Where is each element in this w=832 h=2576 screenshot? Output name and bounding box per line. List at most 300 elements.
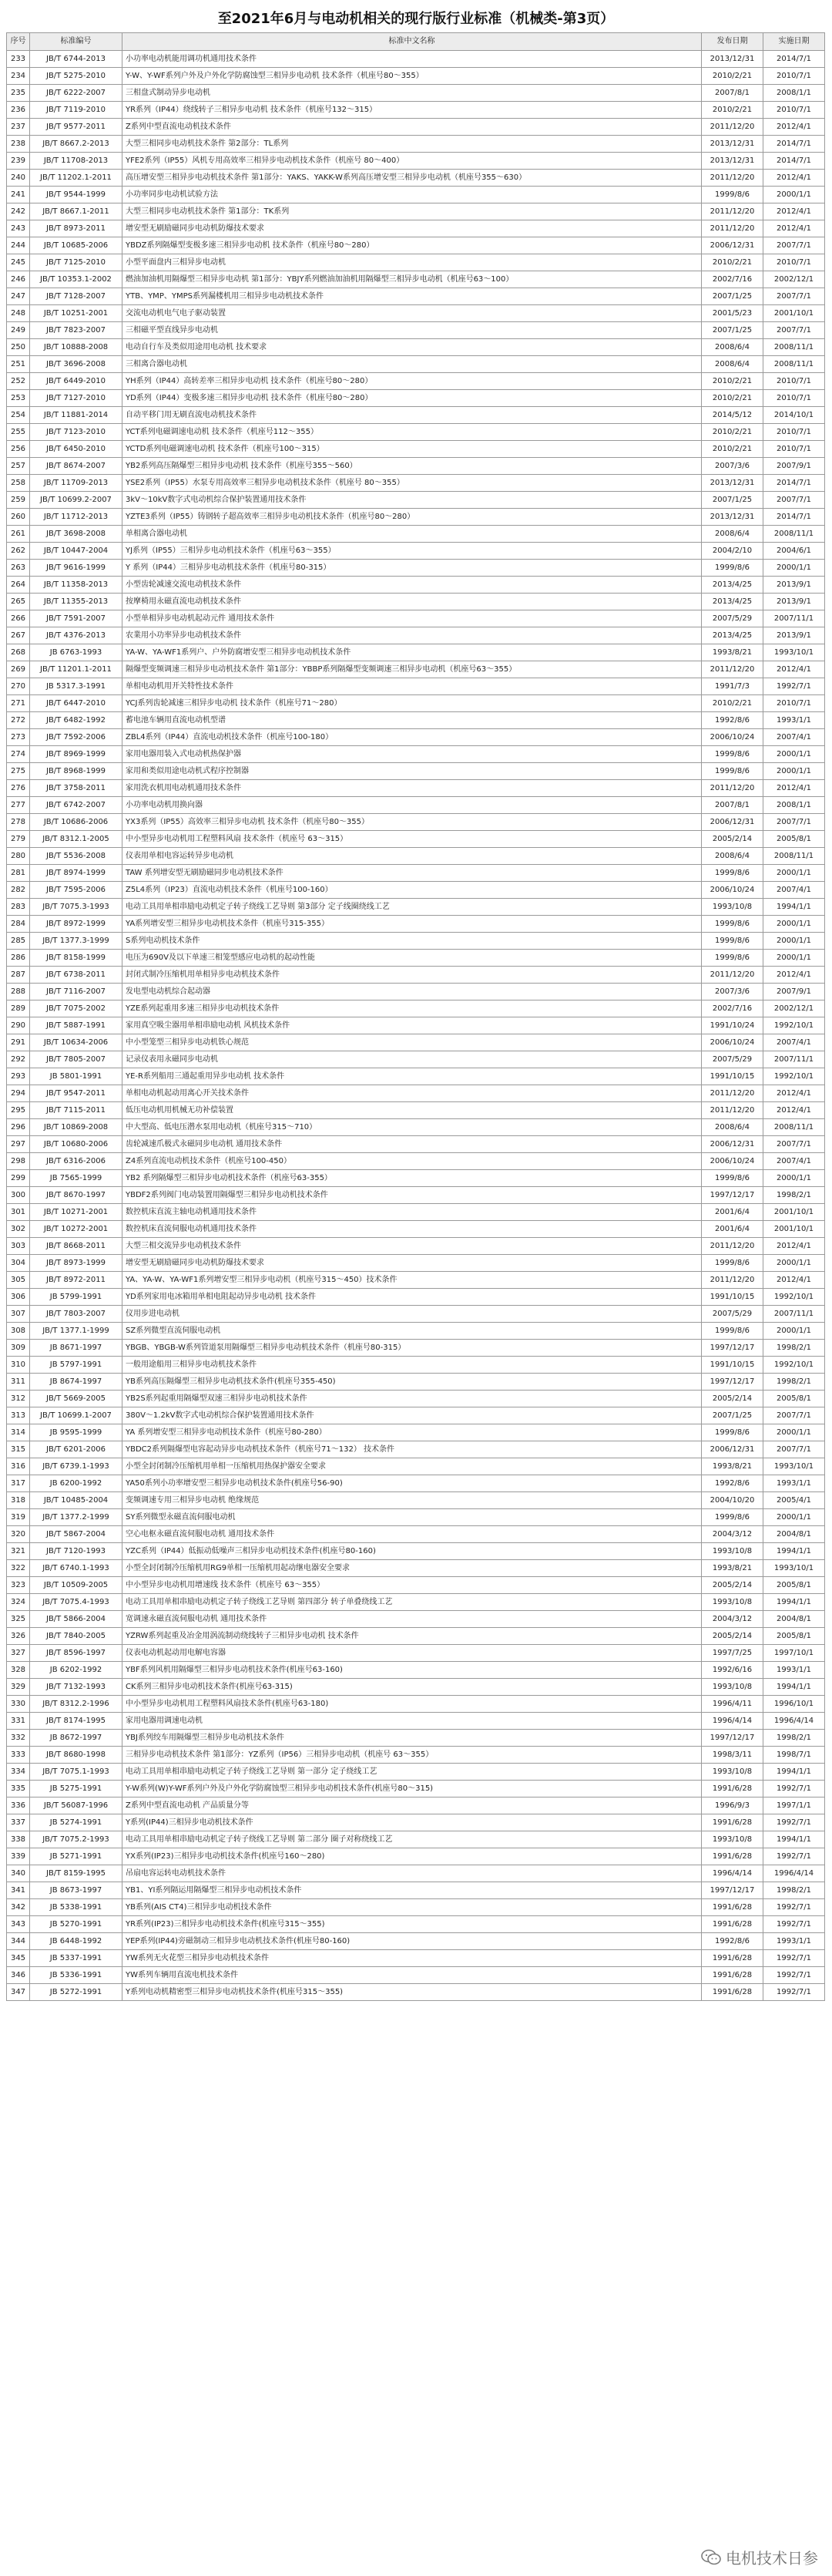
cell-standard-code: JB 5271-1991 (30, 1848, 122, 1865)
cell-effective-date: 1993/10/1 (763, 644, 825, 661)
cell-index: 259 (7, 492, 30, 509)
cell-index: 255 (7, 424, 30, 441)
cell-standard-name: YFE2系列（IP55）风机专用高效率三相异步电动机技术条件（机座号 80～400） (122, 153, 702, 170)
table-row (7, 1374, 825, 1391)
cell-effective-date: 2005/8/1 (763, 1577, 825, 1594)
cell-standard-code: JB/T 7075.1-1993 (30, 1764, 122, 1781)
cell-publish-date: 1991/6/28 (702, 1899, 763, 1916)
table-row (7, 712, 825, 729)
cell-publish-date: 2014/5/12 (702, 407, 763, 424)
table-row (7, 678, 825, 695)
cell-standard-code: JB/T 9544-1999 (30, 187, 122, 203)
cell-standard-code: JB/T 7075.4-1993 (30, 1594, 122, 1611)
cell-standard-code: JB/T 4376-2013 (30, 627, 122, 644)
table-row (7, 1204, 825, 1221)
cell-effective-date: 1993/10/1 (763, 1458, 825, 1475)
cell-publish-date: 1993/8/21 (702, 1560, 763, 1577)
cell-effective-date: 1993/1/1 (763, 1475, 825, 1492)
cell-publish-date: 2005/2/14 (702, 1577, 763, 1594)
table-row (7, 1424, 825, 1441)
table-row (7, 1034, 825, 1051)
table-row (7, 1882, 825, 1899)
cell-standard-code: JB/T 3698-2008 (30, 526, 122, 543)
table-row (7, 1916, 825, 1933)
cell-publish-date: 2001/6/4 (702, 1221, 763, 1238)
table-row (7, 899, 825, 916)
cell-publish-date: 1993/10/8 (702, 1594, 763, 1611)
table-row (7, 1238, 825, 1255)
cell-standard-code: JB 8674-1997 (30, 1374, 122, 1391)
table-row (7, 729, 825, 746)
cell-standard-name: Y系列电动机精密型三相异步电动机技术条件(机座号315～355) (122, 1984, 702, 2001)
cell-index: 322 (7, 1560, 30, 1577)
cell-publish-date: 1993/10/8 (702, 1764, 763, 1781)
cell-index: 342 (7, 1899, 30, 1916)
cell-standard-code: JB/T 10888-2008 (30, 339, 122, 356)
table-row (7, 1696, 825, 1713)
cell-publish-date: 2010/2/21 (702, 68, 763, 85)
cell-standard-code: JB/T 8667.2-2013 (30, 136, 122, 153)
cell-publish-date: 1996/4/14 (702, 1865, 763, 1882)
cell-standard-name: YBGB、YBGB-W系列管道泵用隔爆型三相异步电动机技术条件（机座号80-315） (122, 1340, 702, 1357)
table-row (7, 933, 825, 950)
cell-standard-code: JB/T 7075-2002 (30, 1000, 122, 1017)
col-header-code: 标准编号 (30, 33, 122, 51)
cell-standard-code: JB/T 11709-2013 (30, 475, 122, 492)
cell-index: 244 (7, 237, 30, 254)
cell-index: 313 (7, 1407, 30, 1424)
table-row (7, 984, 825, 1000)
cell-effective-date: 1994/1/1 (763, 899, 825, 916)
cell-index: 238 (7, 136, 30, 153)
cell-effective-date: 2007/4/1 (763, 729, 825, 746)
cell-standard-code: JB/T 8973-2011 (30, 220, 122, 237)
cell-standard-name: YBDC2系列隔爆型电容起动异步电动机技术条件（机座号71～132） 技术条件 (122, 1441, 702, 1458)
cell-publish-date: 1991/10/15 (702, 1289, 763, 1306)
cell-standard-code: JB/T 8973-1999 (30, 1255, 122, 1272)
cell-standard-code: JB/T 7132-1993 (30, 1679, 122, 1696)
table-row (7, 1306, 825, 1323)
cell-effective-date: 2013/9/1 (763, 577, 825, 594)
cell-standard-code: JB/T 7592-2006 (30, 729, 122, 746)
cell-standard-code: JB/T 8596-1997 (30, 1645, 122, 1662)
cell-publish-date: 2006/12/31 (702, 1136, 763, 1153)
table-row (7, 1611, 825, 1628)
table-row (7, 1713, 825, 1730)
cell-standard-code: JB/T 9577-2011 (30, 119, 122, 136)
cell-standard-code: JB/T 11201.1-2011 (30, 661, 122, 678)
cell-index: 243 (7, 220, 30, 237)
cell-index: 292 (7, 1051, 30, 1068)
cell-publish-date: 1997/12/17 (702, 1187, 763, 1204)
cell-standard-name: 三相磁平型直线异步电动机 (122, 322, 702, 339)
cell-standard-name: YD系列（IP44）变极多速三相异步电动机 技术条件（机座号80～280） (122, 390, 702, 407)
cell-standard-code: JB/T 9547-2011 (30, 1085, 122, 1102)
cell-effective-date: 2000/1/1 (763, 1509, 825, 1526)
cell-standard-code: JB/T 5887-1991 (30, 1017, 122, 1034)
col-header-effective-date: 实施日期 (763, 33, 825, 51)
cell-standard-name: 仪用步进电动机 (122, 1306, 702, 1323)
cell-publish-date: 2007/1/25 (702, 1407, 763, 1424)
cell-index: 277 (7, 797, 30, 814)
cell-effective-date: 2007/4/1 (763, 1034, 825, 1051)
cell-index: 289 (7, 1000, 30, 1017)
cell-publish-date: 2008/6/4 (702, 526, 763, 543)
cell-effective-date: 2012/4/1 (763, 1102, 825, 1119)
cell-index: 252 (7, 373, 30, 390)
cell-index: 237 (7, 119, 30, 136)
cell-publish-date: 2013/4/25 (702, 627, 763, 644)
cell-effective-date: 1992/7/1 (763, 1967, 825, 1984)
table-row (7, 916, 825, 933)
table-row (7, 271, 825, 288)
cell-standard-name: CK系列三相异步电动机技术条件(机座号63-315) (122, 1679, 702, 1696)
cell-publish-date: 1996/4/14 (702, 1713, 763, 1730)
cell-standard-name: Y-W、Y-WF系列户外及户外化学防腐蚀型三相异步电动机 技术条件（机座号80～355） (122, 68, 702, 85)
cell-publish-date: 1997/12/17 (702, 1374, 763, 1391)
cell-effective-date: 2010/7/1 (763, 390, 825, 407)
cell-standard-name: YB2 系列隔爆型三相异步电动机技术条件（机座号63-355） (122, 1170, 702, 1187)
cell-standard-name: YBDZ系列隔爆型变极多速三相异步电动机 技术条件（机座号80～280） (122, 237, 702, 254)
cell-index: 278 (7, 814, 30, 831)
cell-index: 314 (7, 1424, 30, 1441)
cell-standard-name: YR系列(IP23)三相异步电动机技术条件(机座号315～355) (122, 1916, 702, 1933)
cell-publish-date: 2007/5/29 (702, 1306, 763, 1323)
cell-index: 321 (7, 1543, 30, 1560)
cell-publish-date: 1999/8/6 (702, 763, 763, 780)
cell-standard-name: 隔爆型变频调速三相异步电动机技术条件 第1部分：YBBP系列隔爆型变频调速三相异步电动机（机座号63～355） (122, 661, 702, 678)
cell-index: 297 (7, 1136, 30, 1153)
table-row (7, 424, 825, 441)
cell-publish-date: 2011/12/20 (702, 203, 763, 220)
cell-effective-date: 2014/7/1 (763, 475, 825, 492)
cell-effective-date: 2012/4/1 (763, 1238, 825, 1255)
cell-index: 317 (7, 1475, 30, 1492)
cell-standard-name: 电动工具用单相串励电动机定子转子绕线工艺导则 第3部分 定子线圈绕线工艺 (122, 899, 702, 916)
cell-publish-date: 2013/4/25 (702, 594, 763, 610)
cell-standard-code: JB/T 7123-2010 (30, 424, 122, 441)
cell-standard-code: JB/T 8974-1999 (30, 865, 122, 882)
cell-effective-date: 2007/4/1 (763, 882, 825, 899)
table-row (7, 1730, 825, 1747)
cell-publish-date: 1999/8/6 (702, 933, 763, 950)
cell-standard-code: JB/T 56087-1996 (30, 1797, 122, 1814)
table-row (7, 1475, 825, 1492)
cell-index: 320 (7, 1526, 30, 1543)
cell-effective-date: 2007/7/1 (763, 492, 825, 509)
cell-index: 247 (7, 288, 30, 305)
cell-index: 248 (7, 305, 30, 322)
cell-publish-date: 1997/12/17 (702, 1340, 763, 1357)
cell-effective-date: 2001/10/1 (763, 1221, 825, 1238)
cell-standard-code: JB/T 10699.1-2007 (30, 1407, 122, 1424)
table-row (7, 1272, 825, 1289)
cell-index: 305 (7, 1272, 30, 1289)
cell-index: 300 (7, 1187, 30, 1204)
cell-standard-code: JB/T 6449-2010 (30, 373, 122, 390)
cell-effective-date: 1993/10/1 (763, 1560, 825, 1577)
cell-publish-date: 1991/6/28 (702, 1950, 763, 1967)
cell-standard-name: YB系列(AIS CT4)三相异步电动机技术条件 (122, 1899, 702, 1916)
cell-standard-name: 变频调速专用三相异步电动机 绝缘规范 (122, 1492, 702, 1509)
cell-publish-date: 1991/6/28 (702, 1916, 763, 1933)
cell-effective-date: 2008/1/1 (763, 797, 825, 814)
cell-standard-code: JB/T 6201-2006 (30, 1441, 122, 1458)
cell-effective-date: 2012/4/1 (763, 661, 825, 678)
cell-publish-date: 1993/10/8 (702, 899, 763, 916)
cell-publish-date: 2011/12/20 (702, 780, 763, 797)
cell-standard-name: TAW 系列增安型无刷励磁同步电动机技术条件 (122, 865, 702, 882)
standards-table (6, 32, 825, 2001)
cell-publish-date: 2011/12/20 (702, 661, 763, 678)
cell-standard-code: JB/T 7116-2007 (30, 984, 122, 1000)
cell-standard-code: JB/T 7119-2010 (30, 102, 122, 119)
table-row (7, 1323, 825, 1340)
table-row (7, 51, 825, 68)
cell-effective-date: 2012/4/1 (763, 203, 825, 220)
cell-standard-name: YW系列无火花型三相异步电动机技术条件 (122, 1950, 702, 1967)
table-row (7, 1391, 825, 1407)
cell-effective-date: 1994/1/1 (763, 1543, 825, 1560)
cell-standard-name: YD系列家用电冰箱用单相电阻起动异步电动机 技术条件 (122, 1289, 702, 1306)
cell-index: 328 (7, 1662, 30, 1679)
table-body (7, 51, 825, 2001)
cell-effective-date: 2007/7/1 (763, 237, 825, 254)
cell-standard-code: JB/T 7823-2007 (30, 322, 122, 339)
wechat-icon (701, 2549, 721, 2566)
cell-standard-code: JB 6202-1992 (30, 1662, 122, 1679)
cell-effective-date: 2008/11/1 (763, 1119, 825, 1136)
cell-standard-name: YZE系列起重用多速三相异步电动机技术条件 (122, 1000, 702, 1017)
cell-publish-date: 2007/5/29 (702, 610, 763, 627)
cell-standard-name: 小型全封闭制冷压缩机用RG9单相一压缩机用起动继电器安全要求 (122, 1560, 702, 1577)
cell-effective-date: 2000/1/1 (763, 1323, 825, 1340)
cell-index: 325 (7, 1611, 30, 1628)
cell-index: 311 (7, 1374, 30, 1391)
cell-standard-name: 齿轮减速爪极式永磁同步电动机 通用技术条件 (122, 1136, 702, 1153)
cell-index: 333 (7, 1747, 30, 1764)
cell-publish-date: 2008/6/4 (702, 339, 763, 356)
cell-publish-date: 2011/12/20 (702, 170, 763, 187)
cell-index: 270 (7, 678, 30, 695)
cell-effective-date: 1997/10/1 (763, 1645, 825, 1662)
table-row (7, 695, 825, 712)
cell-standard-name: ZBL4系列（IP44）直流电动机技术条件（机座号100-180） (122, 729, 702, 746)
cell-standard-code: JB/T 6316-2006 (30, 1153, 122, 1170)
cell-index: 324 (7, 1594, 30, 1611)
cell-publish-date: 1996/9/3 (702, 1797, 763, 1814)
cell-publish-date: 2013/12/31 (702, 51, 763, 68)
cell-effective-date: 2014/7/1 (763, 136, 825, 153)
table-row (7, 1797, 825, 1814)
cell-standard-code: JB/T 8174-1995 (30, 1713, 122, 1730)
table-row (7, 1781, 825, 1797)
cell-effective-date: 2013/9/1 (763, 594, 825, 610)
cell-standard-name: 380V～1.2kV数字式电动机综合保护装置通用技术条件 (122, 1407, 702, 1424)
table-row (7, 1899, 825, 1916)
cell-index: 304 (7, 1255, 30, 1272)
cell-effective-date: 1992/7/1 (763, 1950, 825, 1967)
cell-publish-date: 2010/2/21 (702, 373, 763, 390)
table-row (7, 237, 825, 254)
table-row (7, 797, 825, 814)
cell-standard-name: 小型齿轮减速交流电动机技术条件 (122, 577, 702, 594)
cell-index: 287 (7, 967, 30, 984)
table-row (7, 882, 825, 899)
cell-effective-date: 2012/4/1 (763, 780, 825, 797)
cell-standard-name: 大型三相同步电动机技术条件 第2部分：TL系列 (122, 136, 702, 153)
cell-index: 235 (7, 85, 30, 102)
cell-publish-date: 1991/6/28 (702, 1984, 763, 2001)
page-title: 至2021年6月与电动机相关的现行版行业标准（机械类-第3页） (217, 11, 615, 27)
table-row (7, 848, 825, 865)
table-row (7, 390, 825, 407)
cell-publish-date: 2006/12/31 (702, 814, 763, 831)
cell-effective-date: 1998/7/1 (763, 1747, 825, 1764)
cell-publish-date: 2008/6/4 (702, 356, 763, 373)
table-row (7, 526, 825, 543)
cell-effective-date: 2007/4/1 (763, 1153, 825, 1170)
cell-standard-name: YH系列（IP44）高转差率三相异步电动机 技术条件（机座号80～280） (122, 373, 702, 390)
table-row (7, 661, 825, 678)
cell-standard-name: YW系列车辆用直流电机技术条件 (122, 1967, 702, 1984)
cell-index: 266 (7, 610, 30, 627)
cell-effective-date: 2007/9/1 (763, 458, 825, 475)
cell-standard-code: JB/T 10272-2001 (30, 1221, 122, 1238)
cell-publish-date: 1991/6/28 (702, 1814, 763, 1831)
cell-effective-date: 2012/4/1 (763, 1085, 825, 1102)
cell-publish-date: 2005/2/14 (702, 1391, 763, 1407)
cell-effective-date: 2012/4/1 (763, 1272, 825, 1289)
cell-standard-name: 家用和类似用途电动机式程序控制器 (122, 763, 702, 780)
cell-publish-date: 1996/4/11 (702, 1696, 763, 1713)
table-row (7, 1679, 825, 1696)
cell-standard-name: YB2S系列起重用隔爆型双速三相异步电动机技术条件 (122, 1391, 702, 1407)
table-row (7, 1407, 825, 1424)
cell-publish-date: 2007/3/6 (702, 458, 763, 475)
table-row (7, 1441, 825, 1458)
cell-standard-name: 仪表电动机起动用电解电容器 (122, 1645, 702, 1662)
cell-index: 337 (7, 1814, 30, 1831)
cell-index: 298 (7, 1153, 30, 1170)
cell-standard-name: 吊扇电容运转电动机技术条件 (122, 1865, 702, 1882)
cell-publish-date: 2006/10/24 (702, 1153, 763, 1170)
table-row (7, 1136, 825, 1153)
cell-standard-code: JB/T 10680-2006 (30, 1136, 122, 1153)
cell-standard-name: 三相异步电动机技术条件 第1部分：YZ系列（IP56）三相异步电动机（机座号 63～355） (122, 1747, 702, 1764)
cell-standard-name: 宽调速永磁直流伺服电动机 通用技术条件 (122, 1611, 702, 1628)
cell-index: 326 (7, 1628, 30, 1645)
cell-publish-date: 2005/2/14 (702, 1628, 763, 1645)
table-row (7, 1068, 825, 1085)
cell-standard-name: 空心电枢永磁直流伺服电动机 通用技术条件 (122, 1526, 702, 1543)
cell-publish-date: 2004/3/12 (702, 1526, 763, 1543)
cell-standard-code: JB/T 3696-2008 (30, 356, 122, 373)
cell-standard-code: JB/T 7840-2005 (30, 1628, 122, 1645)
cell-effective-date: 1993/1/1 (763, 1933, 825, 1950)
cell-effective-date: 1998/2/1 (763, 1374, 825, 1391)
cell-effective-date: 2010/7/1 (763, 68, 825, 85)
cell-effective-date: 2007/7/1 (763, 1407, 825, 1424)
cell-publish-date: 2013/12/31 (702, 509, 763, 526)
cell-standard-name: 高压增安型三相异步电动机技术条件 第1部分：YAKS、YAKK-W系列高压增安型三相异步电动机（机座号355～630） (122, 170, 702, 187)
cell-publish-date: 1999/8/6 (702, 1323, 763, 1340)
cell-publish-date: 2002/7/16 (702, 271, 763, 288)
cell-index: 283 (7, 899, 30, 916)
cell-effective-date: 1992/10/1 (763, 1357, 825, 1374)
cell-publish-date: 2006/12/31 (702, 237, 763, 254)
table-row (7, 339, 825, 356)
cell-standard-code: JB/T 8972-1999 (30, 916, 122, 933)
cell-standard-code: JB/T 8968-1999 (30, 763, 122, 780)
cell-effective-date: 2005/8/1 (763, 831, 825, 848)
cell-standard-name: 增安型无刷励磁同步电动机防爆技术要求 (122, 220, 702, 237)
cell-standard-code: JB/T 6744-2013 (30, 51, 122, 68)
cell-effective-date: 2012/4/1 (763, 220, 825, 237)
cell-standard-name: YTB、YMP、YMPS系列漏楼机用三相异步电动机技术条件 (122, 288, 702, 305)
table-row (7, 220, 825, 237)
cell-index: 296 (7, 1119, 30, 1136)
table-row (7, 1017, 825, 1034)
cell-standard-code: JB 5797-1991 (30, 1357, 122, 1374)
cell-standard-code: JB/T 7075.2-1993 (30, 1831, 122, 1848)
cell-publish-date: 2007/3/6 (702, 984, 763, 1000)
cell-index: 334 (7, 1764, 30, 1781)
cell-standard-code: JB/T 10447-2004 (30, 543, 122, 560)
cell-index: 249 (7, 322, 30, 339)
cell-standard-name: 一般用途船用三相异步电动机技术条件 (122, 1357, 702, 1374)
cell-standard-code: JB/T 7120-1993 (30, 1543, 122, 1560)
cell-publish-date: 1991/6/28 (702, 1848, 763, 1865)
table-row (7, 1831, 825, 1848)
cell-publish-date: 1991/10/15 (702, 1357, 763, 1374)
cell-publish-date: 2004/10/20 (702, 1492, 763, 1509)
cell-effective-date: 2008/11/1 (763, 339, 825, 356)
cell-publish-date: 2011/12/20 (702, 119, 763, 136)
cell-index: 271 (7, 695, 30, 712)
table-row (7, 1577, 825, 1594)
cell-index: 323 (7, 1577, 30, 1594)
cell-publish-date: 1999/8/6 (702, 916, 763, 933)
cell-index: 279 (7, 831, 30, 848)
cell-standard-name: 单相电动机起动用离心开关技术条件 (122, 1085, 702, 1102)
cell-effective-date: 2005/4/1 (763, 1492, 825, 1509)
cell-publish-date: 2007/5/29 (702, 1051, 763, 1068)
table-row (7, 407, 825, 424)
cell-standard-code: JB/T 6447-2010 (30, 695, 122, 712)
cell-standard-code: JB/T 5275-2010 (30, 68, 122, 85)
cell-standard-name: YB2系列高压隔爆型三相异步电动机 技术条件（机座号355～560） (122, 458, 702, 475)
cell-publish-date: 1991/10/15 (702, 1068, 763, 1085)
cell-publish-date: 2011/12/20 (702, 1272, 763, 1289)
table-row (7, 1984, 825, 2001)
cell-publish-date: 2013/4/25 (702, 577, 763, 594)
table-row (7, 1289, 825, 1306)
cell-effective-date: 2000/1/1 (763, 1424, 825, 1441)
cell-publish-date: 2007/8/1 (702, 797, 763, 814)
cell-publish-date: 2013/12/31 (702, 153, 763, 170)
cell-index: 293 (7, 1068, 30, 1085)
cell-standard-name: YZC系列（IP44）低振动低噪声三相异步电动机技术条件(机座号80-160) (122, 1543, 702, 1560)
cell-index: 299 (7, 1170, 30, 1187)
cell-standard-code: JB 5799-1991 (30, 1289, 122, 1306)
table-row (7, 1085, 825, 1102)
cell-publish-date: 2011/12/20 (702, 220, 763, 237)
cell-effective-date: 2004/6/1 (763, 543, 825, 560)
cell-effective-date: 1992/7/1 (763, 1916, 825, 1933)
cell-effective-date: 1994/1/1 (763, 1679, 825, 1696)
cell-standard-name: 小型平面盘内三相异步电动机 (122, 254, 702, 271)
